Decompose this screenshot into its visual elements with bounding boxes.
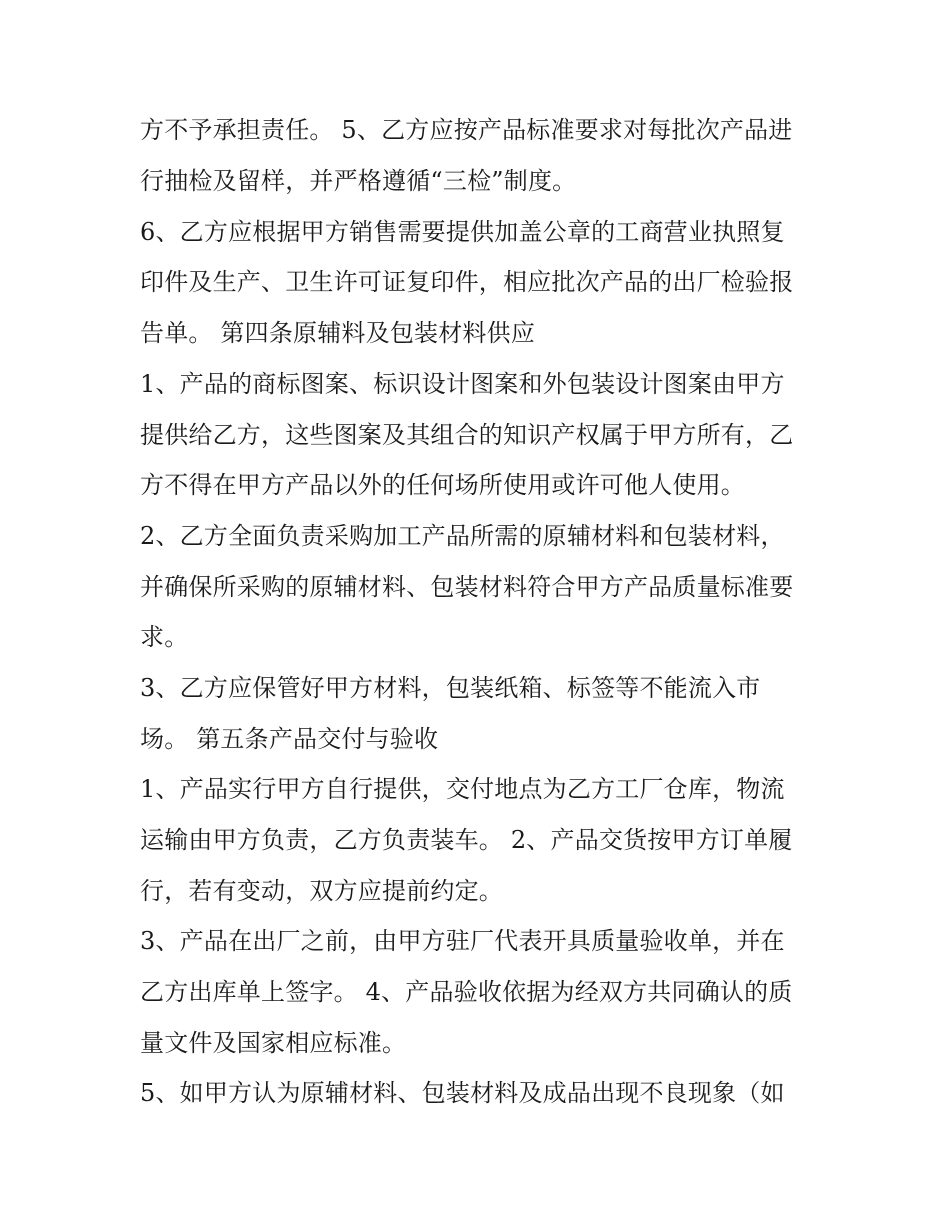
text-line: 方不予承担责任。 5、乙方应按产品标准要求对每批次产品进 bbox=[140, 116, 793, 144]
text-line: 3、乙方应保管好甲方材料，包装纸箱、标签等不能流入市 bbox=[140, 674, 761, 702]
text-line: 行，若有变动，双方应提前约定。 bbox=[140, 877, 503, 905]
text-line: 告单。 第四条原辅料及包装材料供应 bbox=[140, 319, 536, 347]
text-line: 求。 bbox=[140, 623, 189, 651]
text-line: 3、产品在出厂之前，由甲方驻厂代表开具质量验收单，并在 bbox=[140, 927, 785, 955]
text-line: 5、如甲方认为原辅材料、包装材料及成品出现不良现象（如 bbox=[140, 1079, 785, 1107]
text-line: 并确保所采购的原辅材料、包装材料符合甲方产品质量标准要 bbox=[140, 573, 794, 601]
text-line: 乙方出库单上签字。 4、产品验收依据为经双方共同确认的质 bbox=[140, 978, 793, 1006]
text-line: 方不得在甲方产品以外的任何场所使用或许可他人使用。 bbox=[140, 471, 745, 499]
text-line: 量文件及国家相应标准。 bbox=[140, 1029, 407, 1057]
text-line: 行抽检及留样，并严格遵循“三检”制度。 bbox=[140, 167, 577, 195]
text-line: 1、产品的商标图案、标识设计图案和外包装设计图案由甲方 bbox=[140, 370, 785, 398]
text-line: 场。 第五条产品交付与验收 bbox=[140, 725, 439, 753]
text-line: 提供给乙方，这些图案及其组合的知识产权属于甲方所有，乙 bbox=[140, 421, 794, 449]
text-line: 印件及生产、卫生许可证复印件，相应批次产品的出厂检验报 bbox=[140, 268, 794, 296]
text-line: 运输由甲方负责，乙方负责装车。 2、产品交货按甲方订单履 bbox=[140, 826, 793, 854]
text-line: 1、产品实行甲方自行提供，交付地点为乙方工厂仓库，物流 bbox=[140, 775, 785, 803]
text-line: 2、乙方全面负责采购加工产品所需的原辅材料和包装材料， bbox=[140, 522, 785, 550]
text-line: 6、乙方应根据甲方销售需要提供加盖公章的工商营业执照复 bbox=[140, 218, 785, 246]
